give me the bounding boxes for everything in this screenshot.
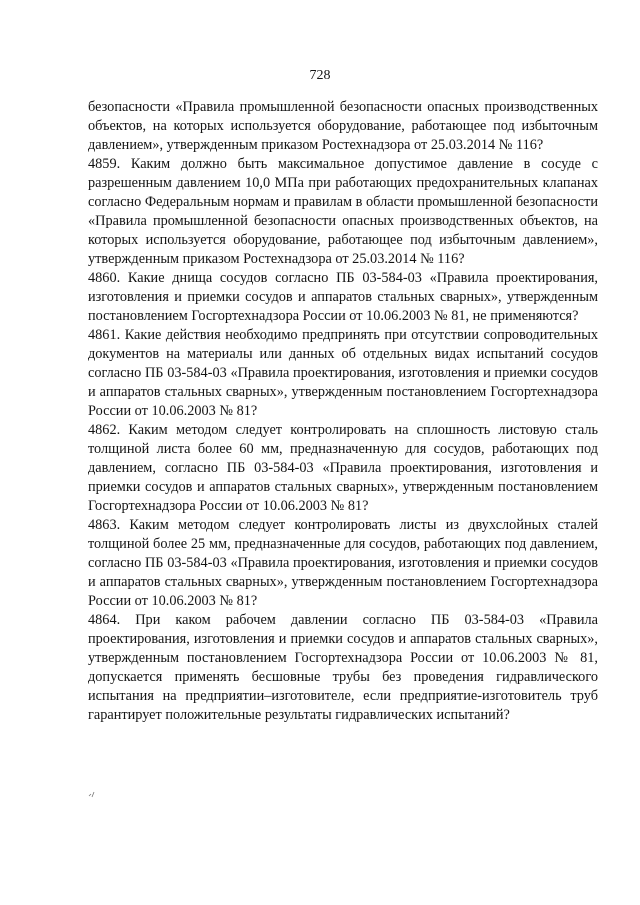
question-4862: 4862. Каким методом следует контролировать на сплошность листовую сталь толщиной листа более 60 мм, предназначенную для сосудов, работающих под давлением, согласно ПБ 03-584-03 «Правила проектирования, изготовления и приемки сосудов и аппаратов стальных сварных», утвержденным постановлением Госгортехнадзора России от 10.06.2003 № 81? [88, 422, 598, 514]
question-4863: 4863. Каким методом следует контролировать листы из двухслойных сталей толщиной более 25 мм, предназначенные для сосудов, работающих под давлением, согласно ПБ 03-584-03 «Правила проектирования, изготовления и приемки сосудов и аппаратов стальных сварных», утвержденным постановлением Госгортехнадзора России от 10.06.2003 № 81? [88, 517, 598, 609]
question-4861: 4861. Какие действия необходимо предпринять при отсутствии сопроводительных документов на материалы или данных об отдельных видах испытаний сосудов согласно ПБ 03-584-03 «Правила проектирования, изготовления и приемки сосудов и аппаратов стальных сварных», утвержденным постановлением Госгортехнадзора России от 10.06.2003 № 81? [88, 327, 598, 419]
scan-speck-mark [88, 790, 96, 798]
question-4859: 4859. Каким должно быть максимальное допустимое давление в сосуде с разрешенным давлением 10,0 МПа при работающих предохранительных клапанах согласно Федеральным нормам и правилам в области промышленной безопасности «Правила промышленной безопасности опасных производственных объектов, на которых используется оборудование, работающее под избыточным давлением», утвержденным приказом Ростехнадзора от 25.03.2014 № 116? [88, 156, 598, 267]
question-4860: 4860. Какие днища сосудов согласно ПБ 03-584-03 «Правила проектирования, изготовления и приемки сосудов и аппаратов стальных сварных», утвержденным постановлением Госгортехнадзора России от 10.06.2003 № 81, не применяются? [88, 270, 598, 324]
page-number: 728 [309, 68, 331, 83]
question-continuation: безопасности «Правила промышленной безопасности опасных производственных объектов, на которых используется оборудование, работающее под избыточным давлением», утвержденным приказом Ростехнадзора от 25.03.2014 № 116? [88, 99, 598, 153]
document-body [88, 98, 598, 725]
question-4864: 4864. При каком рабочем давлении согласно ПБ 03-584-03 «Правила проектирования, изготовления и приемки сосудов и аппаратов стальных сварных», утвержденным постановлением Госгортехнадзора России от 10.06.2003 № 81, допускается применять бесшовные трубы без проведения гидравлического испытания на предприятии–изготовителе, если предприятие-изготовитель труб гарантирует положительные результаты гидравлических испытаний? [88, 612, 598, 723]
